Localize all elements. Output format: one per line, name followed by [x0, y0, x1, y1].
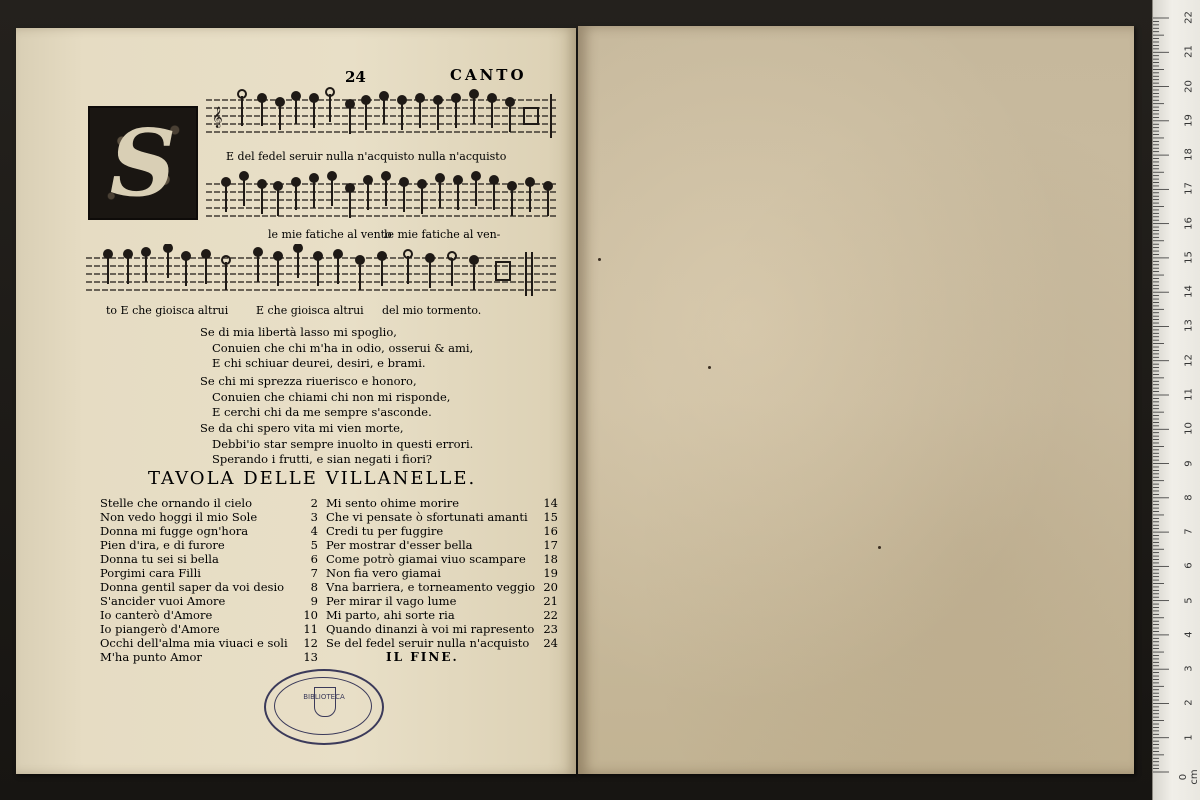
toc-entry	[100, 580, 330, 594]
stanza-line: Debbi'io star sempre inuolto in questi errori.	[212, 436, 474, 451]
toc-title: Stelle che ornando il cielo	[100, 496, 252, 510]
toc-title: Come potrò giamai viuo scampare	[326, 552, 526, 566]
toc-entry	[100, 566, 330, 580]
ruler-number: 21	[1183, 45, 1195, 59]
toc-title: Porgimi cara Filli	[100, 566, 201, 580]
page-number: 24	[345, 68, 366, 86]
toc-page: 21	[543, 594, 558, 608]
toc-title: Che vi pensate ò sfortunati amanti	[326, 510, 528, 524]
toc-page: 23	[543, 622, 558, 636]
toc-page: 10	[303, 608, 318, 622]
paper-speck	[878, 546, 881, 549]
stanza-line: Sperando i frutti, e sian negati i fiori?	[212, 452, 433, 466]
table-of-contents-title: TAVOLA DELLE VILLANELLE.	[148, 468, 477, 489]
lyric-line-2a: le mie fatiche al vento	[268, 228, 392, 241]
toc-title: Occhi dell'alma mia viuaci e soli	[100, 636, 288, 650]
toc-title: Non vedo hoggi il mio Sole	[100, 510, 258, 524]
stanza-line: Se di mia libertà lasso mi spoglio,	[200, 325, 397, 339]
ruler-number: 15	[1183, 251, 1195, 264]
toc-page: 16	[543, 524, 558, 538]
toc-page: 11	[303, 622, 318, 636]
decorated-initial	[88, 106, 198, 220]
toc-entry	[100, 496, 330, 510]
toc-entry	[326, 496, 558, 510]
toc-page: 5	[310, 538, 318, 552]
toc-entry	[326, 510, 558, 524]
ruler-number: 16	[1183, 216, 1195, 230]
ruler-number: 5	[1183, 596, 1195, 604]
toc-title: Io piangerò d'Amore	[100, 622, 220, 636]
toc-page: 17	[543, 538, 558, 552]
toc-page: 15	[543, 510, 558, 524]
stanza-3	[200, 421, 473, 468]
toc-entry	[326, 636, 558, 650]
library-stamp	[264, 669, 384, 745]
toc-title: Per mostrar d'esser bella	[326, 538, 473, 552]
ruler-number: 18	[1183, 148, 1195, 161]
ruler-number: 9	[1183, 459, 1195, 467]
toc-title: Se del fedel seruir nulla n'acquisto	[326, 636, 530, 650]
paper-speck	[598, 258, 601, 261]
music-staff-2	[206, 170, 562, 226]
toc-page: 4	[310, 524, 318, 538]
toc-entry	[326, 538, 558, 552]
toc-entry	[100, 594, 330, 608]
toc-title: Io canterò d'Amore	[100, 608, 213, 622]
stanza-line: Se chi mi sprezza riuerisco e honoro,	[200, 374, 417, 388]
toc-title: Donna tu sei si bella	[100, 552, 219, 566]
toc-page: 12	[303, 636, 318, 650]
toc-entry	[326, 594, 558, 608]
stamp-text: BIBLIOTECA	[303, 693, 345, 701]
toc-column-left	[100, 496, 330, 664]
toc-page: 18	[543, 552, 558, 566]
toc-page: 2	[310, 496, 318, 510]
toc-title: Donna mi fugge ogn'hora	[100, 524, 249, 538]
toc-page: 14	[543, 496, 558, 510]
toc-title: Non fia vero giamai	[326, 566, 441, 580]
crest-icon	[314, 687, 336, 717]
toc-entry	[100, 510, 330, 524]
end-marker: IL FINE.	[386, 650, 459, 664]
music-staff-1	[206, 86, 562, 142]
ruler-number: 7	[1183, 528, 1195, 535]
toc-page: 20	[543, 580, 558, 594]
stanza-2	[200, 374, 450, 421]
toc-title: Per mirar il vago lume	[326, 594, 457, 608]
ruler-number: 17	[1183, 182, 1195, 196]
toc-entry	[326, 566, 558, 580]
toc-entry	[100, 650, 330, 664]
toc-title: Quando dinanzi à voi mi rapresento	[326, 622, 535, 636]
toc-page: 7	[310, 566, 318, 580]
ruler-number: 20	[1183, 79, 1195, 93]
lyric-line-3b: E che gioisca altrui	[256, 304, 364, 317]
toc-page: 9	[310, 594, 318, 608]
toc-title: Pien d'ira, e di furore	[100, 538, 225, 552]
stanza-line: Conuien che chiami chi non mi risponde,	[212, 389, 451, 404]
ruler-number: 8	[1183, 494, 1195, 501]
ruler-number: 13	[1183, 319, 1195, 333]
toc-title: Mi parto, ahi sorte ria	[326, 608, 455, 622]
ruler-number: 10	[1183, 422, 1195, 436]
toc-entry	[326, 622, 558, 636]
lyric-line-3c: del mio tormento.	[382, 304, 482, 317]
toc-column-right	[326, 496, 558, 650]
toc-entry	[326, 524, 558, 538]
stanza-1	[200, 325, 473, 372]
toc-page: 6	[310, 552, 318, 566]
paper-speck	[708, 366, 711, 369]
toc-page: 19	[543, 566, 558, 580]
toc-entry	[326, 552, 558, 566]
toc-page: 22	[543, 608, 558, 622]
toc-page: 13	[303, 650, 318, 664]
right-page-blank	[578, 26, 1134, 774]
ruler-number: 0 cm	[1178, 769, 1200, 785]
toc-title: S'ancider vuoi Amore	[100, 594, 226, 608]
toc-entry	[326, 580, 558, 594]
toc-title: Vna barriera, e torneamento veggio	[326, 580, 536, 594]
toc-page: 8	[310, 580, 318, 594]
ruler-number: 6	[1183, 562, 1195, 570]
svg-text:𝄞: 𝄞	[212, 107, 223, 128]
ruler-number: 11	[1183, 388, 1195, 401]
voice-label: CANTO	[450, 66, 527, 84]
toc-page: 24	[543, 636, 558, 650]
lyric-line-3a: to E che gioisca altrui	[106, 304, 229, 317]
toc-title: Credi tu per fuggire	[326, 524, 444, 538]
stanza-line: Conuien che chi m'ha in odio, osserui & ami,	[212, 340, 474, 355]
toc-entry	[100, 524, 330, 538]
toc-entry	[100, 608, 330, 622]
ruler-number: 2	[1183, 699, 1195, 707]
toc-entry	[100, 538, 330, 552]
ruler-number: 19	[1183, 113, 1195, 127]
lyric-line-2b: le mie fatiche al ven-	[384, 228, 501, 241]
toc-title: Mi sento ohime morire	[326, 496, 460, 510]
toc-title: M'ha punto Amor	[100, 650, 202, 664]
toc-entry	[100, 636, 330, 650]
toc-title: Donna gentil saper da voi desio	[100, 580, 285, 594]
toc-entry	[326, 608, 558, 622]
toc-entry	[100, 552, 330, 566]
stanza-line: E cerchi chi da me sempre s'asconde.	[212, 405, 432, 419]
toc-page: 3	[310, 510, 318, 524]
ruler-number: 1	[1183, 734, 1195, 741]
lyric-line-1: E del fedel seruir nulla n'acquisto nulla n'acquisto	[226, 150, 507, 163]
stanza-line: E chi schiuar deurei, desiri, e brami.	[212, 356, 426, 370]
initial-letter: S	[109, 109, 177, 217]
ruler-number: 14	[1183, 285, 1195, 299]
music-staff-3	[86, 244, 562, 300]
ruler-number: 22	[1183, 11, 1195, 24]
ruler-number: 12	[1183, 353, 1195, 367]
stanza-line: Se da chi spero vita mi vien morte,	[200, 421, 404, 435]
measurement-ruler	[1152, 0, 1200, 800]
ruler-number: 4	[1183, 631, 1195, 638]
ruler-number: 3	[1183, 665, 1195, 672]
toc-entry	[100, 622, 330, 636]
